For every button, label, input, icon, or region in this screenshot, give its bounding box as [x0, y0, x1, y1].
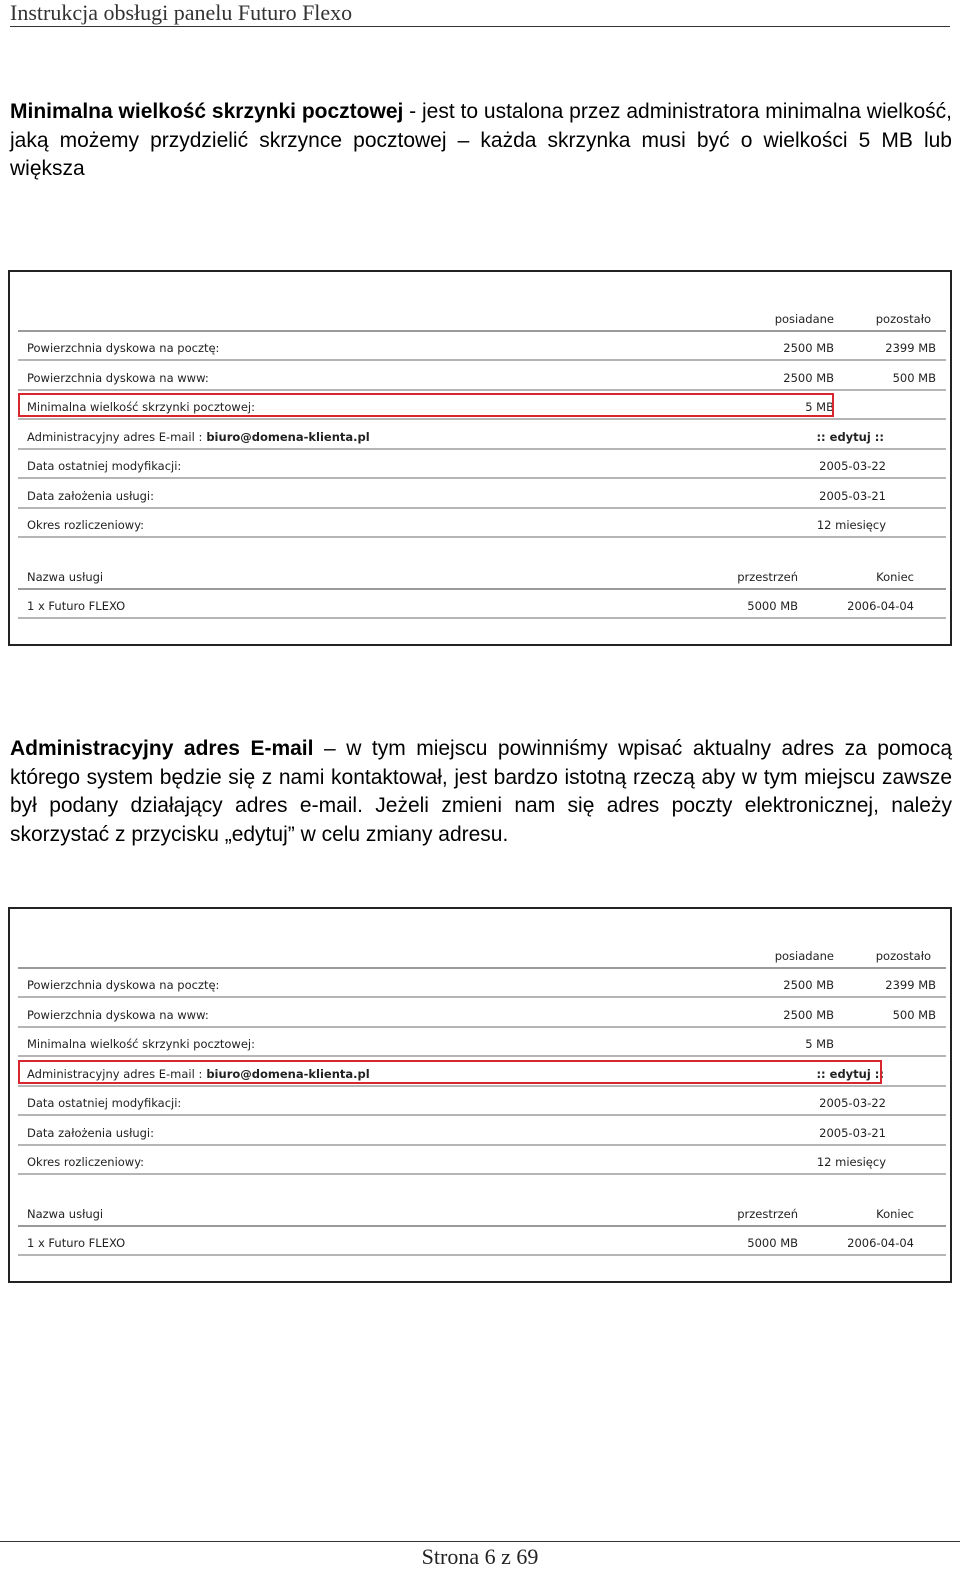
row-label: Data ostatniej modyfikacji:: [27, 1096, 182, 1110]
col-left-header: pozostało: [875, 312, 931, 326]
row-label: Minimalna wielkość skrzynki pocztowej:: [27, 1037, 255, 1051]
paragraph-admin-email: [10, 735, 952, 849]
term-admin-email: Administracyjny adres E-mail: [10, 737, 314, 760]
row-label: Okres rozliczeniowy:: [27, 1155, 145, 1169]
edit-email-link[interactable]: :: edytuj ::: [816, 430, 884, 444]
service-end: 2006-04-04: [847, 599, 914, 613]
row-owned: 2005-03-21: [819, 489, 886, 503]
service-name: 1 x Futuro FLEXO: [27, 599, 126, 613]
page-header: [10, 0, 950, 27]
account-panel-screenshot: [8, 270, 952, 646]
table-row: [18, 481, 946, 509]
admin-email-value: biuro@domena-klienta.pl: [206, 430, 370, 444]
table-row: [18, 333, 946, 361]
col-left-header: pozostało: [875, 949, 931, 963]
service-name-header: Nazwa usługi: [27, 570, 104, 584]
table-row: [18, 422, 946, 450]
row-owned: 5 MB: [805, 400, 834, 414]
row-label: Powierzchnia dyskowa na www:: [27, 371, 209, 385]
row-owned: 12 miesięcy: [816, 1155, 886, 1169]
term-min-mailbox-size: Minimalna wielkość skrzynki pocztowej: [10, 100, 404, 123]
service-end: 2006-04-04: [847, 1236, 914, 1250]
row-owned: 2500 MB: [783, 978, 834, 992]
service-space-header: przestrzeń: [737, 1207, 798, 1221]
table-row: [18, 451, 946, 479]
service-name-header: Nazwa usługi: [27, 1207, 104, 1221]
row-owned: 5 MB: [805, 1037, 834, 1051]
row-label: Data ostatniej modyfikacji:: [27, 459, 182, 473]
row-left: 2399 MB: [885, 978, 936, 992]
row-label: Data założenia usługi:: [27, 1126, 155, 1140]
table-row: [18, 1000, 946, 1028]
table-row: [18, 1029, 946, 1057]
page-footer: [0, 1541, 960, 1568]
paragraph-text: - jest to ustalona przez administratora minimalna wielkość, jaką możemy przydzielić skrzynce pocztowej – każda skrzynka musi być o wielkości 5 MB lub większa: [10, 100, 952, 180]
row-label: Okres rozliczeniowy:: [27, 518, 145, 532]
service-header-row: [18, 562, 946, 590]
admin-email-label: Administracyjny adres E-mail :: [27, 1067, 203, 1081]
row-label: Powierzchnia dyskowa na pocztę:: [27, 978, 220, 992]
edit-email-link[interactable]: :: edytuj ::: [816, 1067, 884, 1081]
paragraph-text: – w tym miejscu powinniśmy wpisać aktualny adres za pomocą którego system będzie się z nami kontaktował, jest bardzo istotną rzeczą aby w tym miejscu zawsze był podany działający adres e-mail. Jeżeli zmieni nam się adres poczty elektronicznej, należy skorzystać z przycisku „edytuj” w celu zmiany adresu.: [10, 737, 953, 846]
paragraph-min-mailbox-size: [10, 98, 952, 184]
service-space: 5000 MB: [747, 1236, 798, 1250]
row-owned: 2005-03-21: [819, 1126, 886, 1140]
highlight-min-mailbox-row: [18, 393, 834, 417]
document-title: Instrukcja obsługi panelu Futuro Flexo: [10, 0, 353, 25]
table-row: [18, 510, 946, 538]
table-row: [18, 363, 946, 391]
row-owned: 2500 MB: [783, 371, 834, 385]
row-owned: 12 miesięcy: [816, 518, 886, 532]
account-panel-screenshot: [8, 907, 952, 1283]
row-label: Minimalna wielkość skrzynki pocztowej:: [27, 400, 255, 414]
row-label: Data założenia usługi:: [27, 489, 155, 503]
row-label: [27, 430, 370, 444]
row-left: 2399 MB: [885, 341, 936, 355]
table-row: [18, 970, 946, 998]
row-owned: 2500 MB: [783, 1008, 834, 1022]
page-number: Strona 6 z 69: [421, 1544, 539, 1569]
row-owned: 2500 MB: [783, 341, 834, 355]
row-label: Powierzchnia dyskowa na pocztę:: [27, 341, 220, 355]
service-row: [18, 591, 946, 619]
service-space: 5000 MB: [747, 599, 798, 613]
table-row: [18, 1118, 946, 1146]
row-left: 500 MB: [892, 371, 936, 385]
service-space-header: przestrzeń: [737, 570, 798, 584]
panel-header-row: [18, 304, 946, 332]
highlight-admin-email-row: [18, 1060, 882, 1084]
service-end-header: Koniec: [876, 570, 914, 584]
admin-email-value: biuro@domena-klienta.pl: [206, 1067, 370, 1081]
panel-header-row: [18, 941, 946, 969]
row-left: 500 MB: [892, 1008, 936, 1022]
service-name: 1 x Futuro FLEXO: [27, 1236, 126, 1250]
col-owned-header: posiadane: [774, 949, 834, 963]
service-row: [18, 1228, 946, 1256]
row-owned: 2005-03-22: [819, 459, 886, 473]
table-row: [18, 1088, 946, 1116]
col-owned-header: posiadane: [774, 312, 834, 326]
table-row: [18, 1147, 946, 1175]
admin-email-label: Administracyjny adres E-mail :: [27, 430, 203, 444]
row-owned: 2005-03-22: [819, 1096, 886, 1110]
service-header-row: [18, 1199, 946, 1227]
row-label: Powierzchnia dyskowa na www:: [27, 1008, 209, 1022]
service-end-header: Koniec: [876, 1207, 914, 1221]
